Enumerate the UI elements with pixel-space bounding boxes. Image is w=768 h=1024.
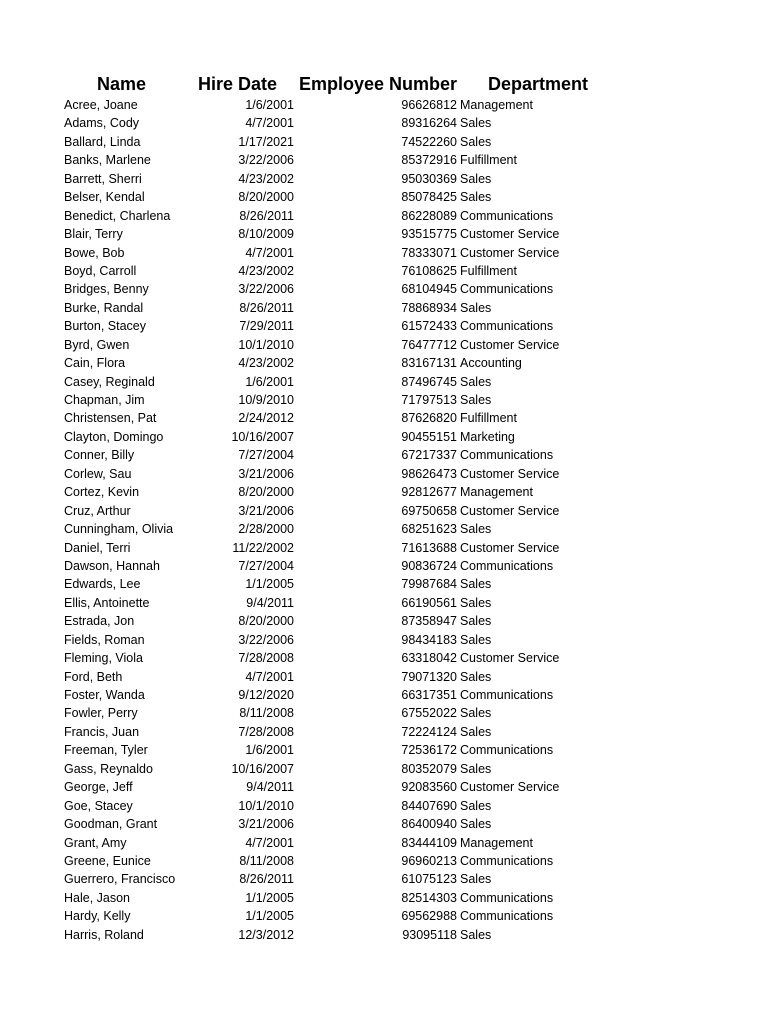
table-row <box>0 465 768 483</box>
employee-number-cell: 68104945 <box>401 282 457 297</box>
department-cell: Customer Service <box>460 227 560 242</box>
hire-date-cell: 4/7/2001 <box>245 669 294 684</box>
department-cell: Sales <box>460 927 492 942</box>
hire-date-cell: 11/22/2002 <box>232 540 294 555</box>
table-row <box>0 114 768 132</box>
employee-number-cell: 87626820 <box>401 411 457 426</box>
department-cell: Communications <box>460 890 554 905</box>
table-row <box>0 889 768 907</box>
department-cell: Fulfillment <box>460 411 517 426</box>
employee-name-cell: George, Jeff <box>64 780 133 795</box>
department-cell: Management <box>460 835 533 850</box>
employee-number-cell: 71613688 <box>401 540 457 555</box>
employee-number-cell: 67217337 <box>401 448 457 463</box>
employee-name-cell: Fields, Roman <box>64 632 145 647</box>
employee-number-cell: 84407690 <box>401 798 457 813</box>
header-row <box>0 71 768 97</box>
employee-number-cell: 96626812 <box>401 98 457 112</box>
table-row <box>0 760 768 778</box>
table-row <box>0 317 768 335</box>
hire-date-cell: 7/27/2004 <box>238 448 294 463</box>
employee-number-cell: 68251623 <box>401 522 457 537</box>
table-row <box>0 280 768 298</box>
department-cell: Sales <box>460 614 492 629</box>
department-cell: Sales <box>460 798 492 813</box>
hire-date-cell: 9/4/2011 <box>246 780 294 795</box>
table-row <box>0 262 768 280</box>
table-row <box>0 336 768 354</box>
department-cell: Communications <box>460 688 554 702</box>
employee-number-cell: 87358947 <box>401 614 457 629</box>
department-cell: Communications <box>460 208 554 223</box>
table-row <box>0 170 768 188</box>
employee-name-cell: Ellis, Antoinette <box>64 595 150 610</box>
hire-date-cell: 8/20/2000 <box>238 190 294 205</box>
table-row <box>0 391 768 409</box>
hire-date-cell: 2/24/2012 <box>238 411 294 426</box>
hire-date-cell: 1/1/2005 <box>245 909 294 924</box>
hire-date-cell: 7/28/2008 <box>238 724 294 739</box>
table-row <box>0 870 768 888</box>
hire-date-cell: 8/26/2011 <box>239 300 294 315</box>
employee-number-cell: 80352079 <box>401 761 457 776</box>
hire-date-cell: 8/11/2008 <box>239 853 294 868</box>
hire-date-cell: 1/6/2001 <box>245 743 294 758</box>
hire-date-cell: 9/12/2020 <box>238 688 294 702</box>
employee-name-cell: Banks, Marlene <box>64 153 151 168</box>
table-row <box>0 612 768 630</box>
employee-name-cell: Belser, Kendal <box>64 190 145 205</box>
department-cell: Sales <box>460 669 492 684</box>
hire-date-cell: 10/16/2007 <box>231 761 294 776</box>
department-cell: Communications <box>460 909 554 924</box>
employee-name-cell: Benedict, Charlena <box>64 208 171 223</box>
table-row <box>0 834 768 852</box>
department-cell: Fulfillment <box>460 153 517 168</box>
hire-date-cell: 8/20/2000 <box>238 614 294 629</box>
table-row <box>0 520 768 538</box>
department-cell: Accounting <box>460 356 522 371</box>
hire-date-cell: 8/26/2011 <box>239 208 294 223</box>
table-row <box>0 354 768 372</box>
employee-number-cell: 78868934 <box>401 300 457 315</box>
employee-name-cell: Daniel, Terri <box>64 540 131 555</box>
table-row <box>0 778 768 796</box>
employee-name-cell: Cain, Flora <box>64 356 126 371</box>
employee-number-cell: 61075123 <box>401 872 457 887</box>
department-cell: Communications <box>460 282 554 297</box>
department-cell: Sales <box>460 632 492 647</box>
hire-date-cell: 8/10/2009 <box>238 227 294 242</box>
employee-number-cell: 85372916 <box>401 153 457 168</box>
employee-name-cell: Blair, Terry <box>64 227 123 242</box>
employee-name-cell: Christensen, Pat <box>64 411 157 426</box>
employee-name-cell: Freeman, Tyler <box>64 743 148 758</box>
department-cell: Sales <box>460 522 492 537</box>
hire-date-cell: 8/20/2000 <box>238 485 294 500</box>
hire-date-cell: 3/22/2006 <box>238 153 294 168</box>
employee-name-cell: Ford, Beth <box>64 669 123 684</box>
department-cell: Sales <box>460 300 492 315</box>
employee-name-cell: Bowe, Bob <box>64 245 125 260</box>
hire-date-cell: 4/7/2001 <box>245 835 294 850</box>
employee-number-cell: 66190561 <box>401 595 457 610</box>
department-cell: Customer Service <box>460 337 560 352</box>
table-row <box>0 649 768 667</box>
department-column-header: Department <box>488 74 589 94</box>
table-row <box>0 409 768 427</box>
department-cell: Sales <box>460 872 492 887</box>
hire-date-cell: 4/7/2001 <box>245 116 294 131</box>
hire-date-cell: 1/1/2005 <box>245 577 294 592</box>
table-row <box>0 151 768 169</box>
department-cell: Communications <box>460 558 554 573</box>
table-row <box>0 668 768 686</box>
department-cell: Management <box>460 485 533 500</box>
department-cell: Sales <box>460 706 492 721</box>
employee-name-cell: Hale, Jason <box>64 890 131 905</box>
hire-date-cell: 2/28/2000 <box>238 522 294 537</box>
table-row <box>0 557 768 575</box>
department-cell: Customer Service <box>460 245 560 260</box>
hire-date-cell: 10/9/2010 <box>238 393 294 407</box>
employee-number-column-header: Employee Number <box>299 74 458 94</box>
employee-number-cell: 87496745 <box>401 374 457 389</box>
hire-date-cell: 4/23/2002 <box>238 171 294 186</box>
department-cell: Customer Service <box>460 651 560 666</box>
employee-name-cell: Corlew, Sau <box>64 466 132 481</box>
employee-number-cell: 69750658 <box>401 503 457 518</box>
employee-name-cell: Harris, Roland <box>64 927 144 942</box>
employee-name-cell: Acree, Joane <box>64 98 138 112</box>
employee-name-cell: Guerrero, Francisco <box>64 872 176 887</box>
employee-name-cell: Greene, Eunice <box>64 853 151 868</box>
hire-date-cell: 4/23/2002 <box>238 356 294 371</box>
table-row <box>0 815 768 833</box>
hire-date-cell: 8/11/2008 <box>239 706 294 721</box>
employee-number-cell: 96960213 <box>401 853 457 868</box>
table-row <box>0 926 768 944</box>
hire-date-cell: 3/22/2006 <box>238 632 294 647</box>
department-cell: Fulfillment <box>460 263 517 278</box>
employee-name-cell: Burton, Stacey <box>64 319 146 334</box>
hire-date-cell: 3/22/2006 <box>238 282 294 297</box>
table-row <box>0 133 768 151</box>
employee-name-cell: Conner, Billy <box>64 448 135 463</box>
employee-number-cell: 86228089 <box>401 208 457 223</box>
employee-number-cell: 76477712 <box>401 337 457 352</box>
table-row <box>0 741 768 759</box>
hire-date-cell: 1/17/2021 <box>238 134 294 149</box>
employee-number-cell: 93515775 <box>401 227 457 242</box>
hire-date-column-header: Hire Date <box>198 74 278 94</box>
department-cell: Sales <box>460 724 492 739</box>
employee-number-cell: 93095118 <box>402 927 457 942</box>
employee-name-cell: Clayton, Domingo <box>64 429 164 444</box>
employee-name-cell: Adams, Cody <box>64 116 140 131</box>
hire-date-cell: 9/4/2011 <box>246 595 294 610</box>
hire-date-cell: 10/1/2010 <box>238 798 294 813</box>
employee-number-cell: 86400940 <box>401 817 457 832</box>
department-cell: Communications <box>460 319 554 334</box>
employee-number-cell: 63318042 <box>401 651 457 666</box>
employee-name-cell: Hardy, Kelly <box>64 909 131 924</box>
table-row <box>0 188 768 206</box>
employee-number-cell: 92812677 <box>401 485 457 500</box>
employee-name-cell: Bridges, Benny <box>64 282 149 297</box>
employee-name-cell: Boyd, Carroll <box>64 263 137 278</box>
department-cell: Sales <box>460 171 492 186</box>
table-row <box>0 96 768 114</box>
employee-number-cell: 98626473 <box>401 466 457 481</box>
table-row <box>0 207 768 225</box>
department-cell: Customer Service <box>460 503 560 518</box>
hire-date-cell: 3/21/2006 <box>238 466 294 481</box>
department-cell: Communications <box>460 743 554 758</box>
employee-number-cell: 90836724 <box>401 558 457 573</box>
employee-number-cell: 66317351 <box>401 688 457 702</box>
department-cell: Marketing <box>460 429 515 444</box>
hire-date-cell: 1/6/2001 <box>245 374 294 389</box>
name-column-header: Name <box>97 74 147 94</box>
department-cell: Customer Service <box>460 780 560 795</box>
employee-number-cell: 85078425 <box>401 190 457 205</box>
employee-number-cell: 67552022 <box>401 706 457 721</box>
table-row <box>0 575 768 593</box>
employee-number-cell: 61572433 <box>401 319 457 334</box>
employee-name-cell: Cunningham, Olivia <box>64 522 174 537</box>
employee-number-cell: 74522260 <box>401 134 457 149</box>
table-row <box>0 244 768 262</box>
table-row <box>0 704 768 722</box>
hire-date-cell: 3/21/2006 <box>238 503 294 518</box>
employee-name-cell: Fowler, Perry <box>64 706 138 721</box>
hire-date-cell: 3/21/2006 <box>238 817 294 832</box>
department-cell: Communications <box>460 448 554 463</box>
employee-number-cell: 79987684 <box>401 577 457 592</box>
employee-name-cell: Grant, Amy <box>64 835 127 850</box>
hire-date-cell: 10/1/2010 <box>238 337 294 352</box>
table-row <box>0 299 768 317</box>
table-row <box>0 797 768 815</box>
employee-number-cell: 89316264 <box>401 116 457 131</box>
employee-name-cell: Burke, Randal <box>64 300 144 315</box>
employee-number-cell: 83167131 <box>401 356 457 371</box>
employee-name-cell: Goe, Stacey <box>64 798 133 813</box>
department-cell: Customer Service <box>460 540 560 555</box>
employee-name-cell: Estrada, Jon <box>64 614 135 629</box>
employee-number-cell: 92083560 <box>401 780 457 795</box>
employee-number-cell: 90455151 <box>401 429 457 444</box>
employee-number-cell: 83444109 <box>401 835 457 850</box>
employee-number-cell: 79071320 <box>401 669 457 684</box>
table-row <box>0 539 768 557</box>
department-cell: Communications <box>460 853 554 868</box>
department-cell: Sales <box>460 134 492 149</box>
employee-name-cell: Chapman, Jim <box>64 393 145 407</box>
employee-name-cell: Byrd, Gwen <box>64 337 130 352</box>
hire-date-cell: 8/26/2011 <box>239 872 294 887</box>
employee-number-cell: 98434183 <box>401 632 457 647</box>
employee-name-cell: Dawson, Hannah <box>64 558 160 573</box>
table-row <box>0 502 768 520</box>
hire-date-cell: 10/16/2007 <box>231 429 294 444</box>
department-cell: Sales <box>460 190 492 205</box>
employee-number-cell: 72536172 <box>401 743 457 758</box>
hire-date-cell: 7/28/2008 <box>238 651 294 666</box>
employee-number-cell: 69562988 <box>401 909 457 924</box>
employee-name-cell: Casey, Reginald <box>64 374 155 389</box>
employee-name-cell: Goodman, Grant <box>64 817 158 832</box>
employee-name-cell: Ballard, Linda <box>64 134 141 149</box>
department-cell: Sales <box>460 761 492 776</box>
employee-name-cell: Francis, Juan <box>64 724 140 739</box>
employee-name-cell: Gass, Reynaldo <box>64 761 153 776</box>
employee-number-cell: 95030369 <box>401 171 457 186</box>
table-row <box>0 907 768 925</box>
employee-name-cell: Fleming, Viola <box>64 651 143 666</box>
table-row <box>0 631 768 649</box>
department-cell: Sales <box>460 595 492 610</box>
department-cell: Sales <box>460 577 492 592</box>
hire-date-cell: 7/27/2004 <box>238 558 294 573</box>
employee-number-cell: 76108625 <box>401 263 457 278</box>
employee-number-cell: 82514303 <box>401 890 457 905</box>
table-row <box>0 373 768 391</box>
employee-name-cell: Cruz, Arthur <box>64 503 131 518</box>
hire-date-cell: 4/7/2001 <box>245 245 294 260</box>
table-row <box>0 686 768 704</box>
table-row <box>0 428 768 446</box>
employee-name-cell: Foster, Wanda <box>64 688 145 702</box>
department-cell: Sales <box>460 116 492 131</box>
employee-name-cell: Barrett, Sherri <box>64 171 142 186</box>
hire-date-cell: 1/6/2001 <box>245 98 294 112</box>
employee-number-cell: 71797513 <box>401 393 457 407</box>
table-row <box>0 852 768 870</box>
table-row <box>0 594 768 612</box>
department-cell: Sales <box>460 393 492 407</box>
department-cell: Customer Service <box>460 466 560 481</box>
table-row <box>0 225 768 243</box>
hire-date-cell: 4/23/2002 <box>238 263 294 278</box>
employee-number-cell: 78333071 <box>401 245 457 260</box>
employee-rows <box>0 96 768 944</box>
employee-number-cell: 72224124 <box>401 724 457 739</box>
hire-date-cell: 7/29/2011 <box>239 319 294 334</box>
hire-date-cell: 1/1/2005 <box>245 890 294 905</box>
table-row <box>0 483 768 501</box>
employee-name-cell: Edwards, Lee <box>64 577 141 592</box>
employee-name-cell: Cortez, Kevin <box>64 485 140 500</box>
hire-date-cell: 12/3/2012 <box>238 927 294 942</box>
department-cell: Management <box>460 98 533 112</box>
table-row <box>0 723 768 741</box>
department-cell: Sales <box>460 817 492 832</box>
table-row <box>0 446 768 464</box>
department-cell: Sales <box>460 374 492 389</box>
